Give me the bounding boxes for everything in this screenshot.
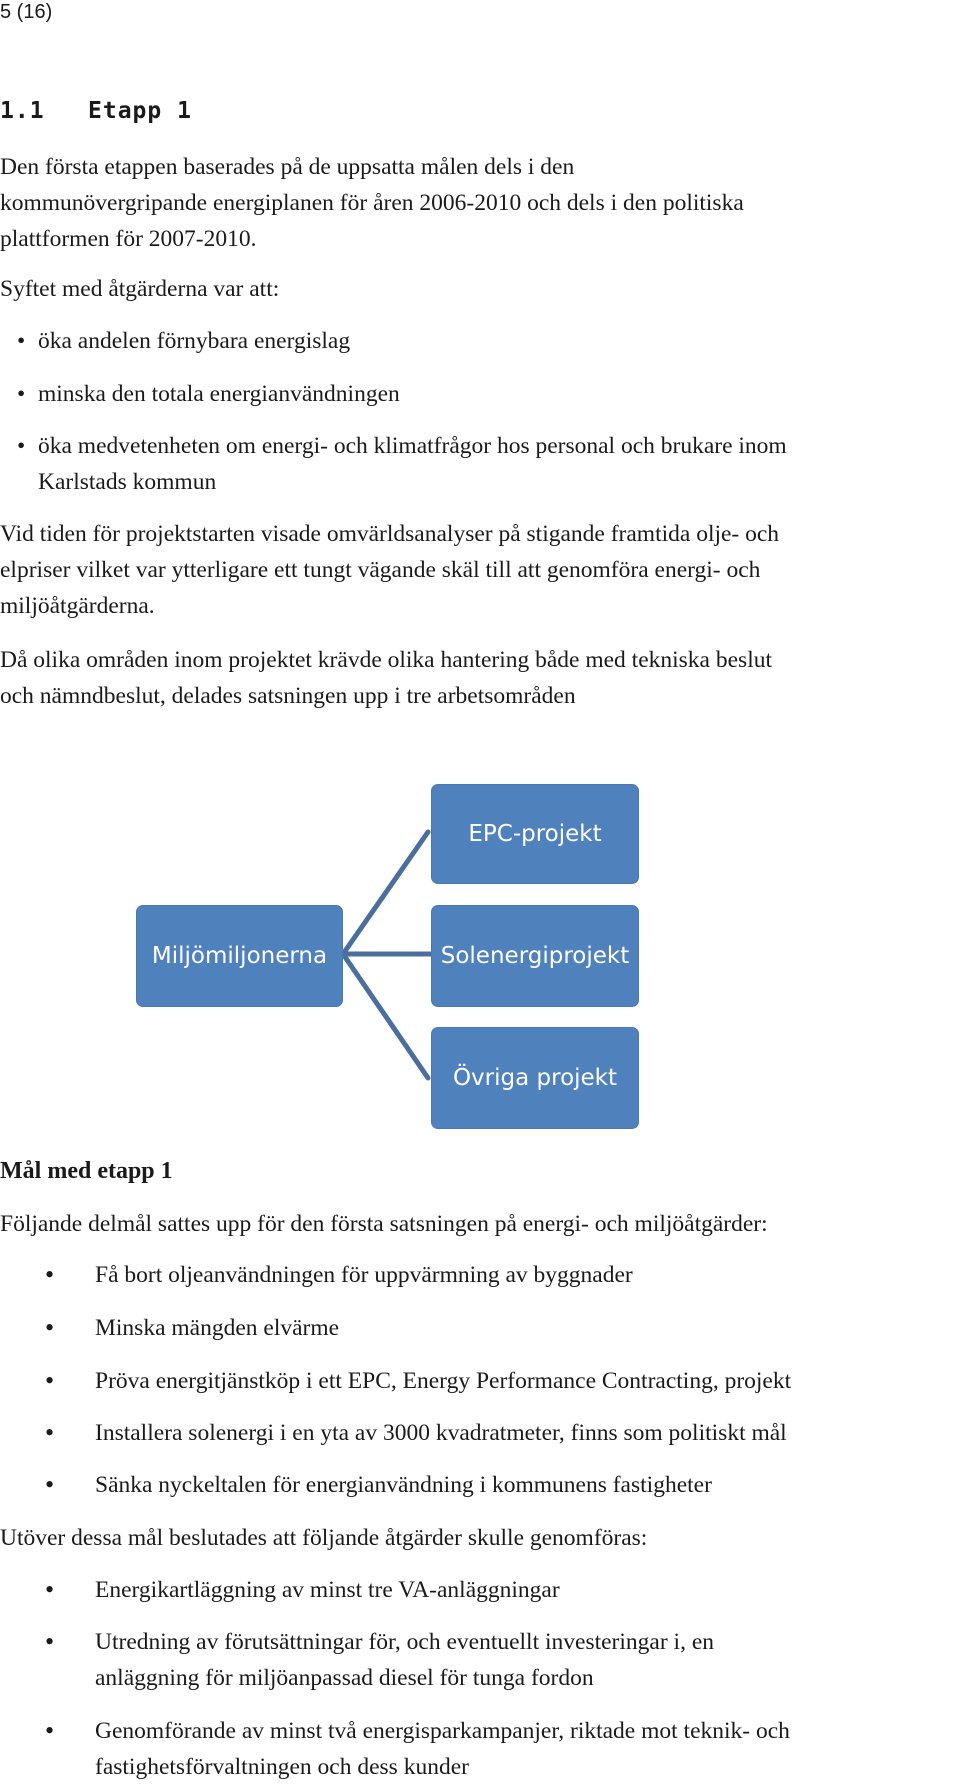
goals-intro: Följande delmål sattes upp för den första satsningen på energi- och miljöåtgärder: [0, 1211, 768, 1237]
diagram-child-box: Övriga projekt [432, 1028, 638, 1128]
text-line: miljöåtgärderna. [0, 593, 155, 619]
bullet-icon: • [45, 1627, 55, 1656]
text-line: fastighetsförvaltningen och dess kunder [95, 1754, 469, 1780]
text-line: Då olika områden inom projektet krävde olika hantering både med tekniska beslut [0, 647, 773, 673]
org-diagram [0, 760, 960, 1140]
extra-intro: Utöver dessa mål beslutades att följande åtgärder skulle genomföras: [0, 1525, 648, 1551]
bullet-icon: • [45, 1313, 55, 1342]
context-paragraph [0, 516, 960, 624]
text-line: och nämndbeslut, delades satsningen upp i tre arbetsområden [0, 683, 576, 709]
text-line: Karlstads kommun [38, 469, 217, 495]
text-line: minska den totala energianvändningen [38, 381, 400, 407]
text-line: Få bort oljeanvändningen för uppvärmning av byggnader [95, 1262, 633, 1288]
text-line: öka andelen förnybara energislag [38, 328, 351, 354]
text-line: Minska mängden elvärme [95, 1315, 340, 1341]
connector-line [343, 954, 428, 1078]
text-line: Energikartläggning av minst tre VA-anläggningar [95, 1577, 560, 1603]
section-number: 1.1 [0, 98, 45, 124]
bullet-icon: • [17, 433, 26, 459]
text-line: Vid tiden för projektstarten visade omvärldsanalyser på stigande framtida olje- och [0, 521, 780, 547]
bullet-icon: • [45, 1260, 55, 1289]
text-line: plattformen för 2007-2010. [0, 226, 257, 252]
split-paragraph [0, 642, 960, 714]
text-line: Sänka nyckeltalen för energianvändning i kommunens fastigheter [95, 1472, 712, 1498]
bullet-icon: • [45, 1418, 55, 1447]
text-line: Installera solenergi i en yta av 3000 kvadratmeter, finns som politiskt mål [95, 1420, 787, 1446]
purpose-intro: Syftet med åtgärderna var att: [0, 276, 280, 302]
page-number: 5 (16) [0, 1, 53, 23]
connector-line [343, 832, 428, 954]
bullet-icon: • [45, 1366, 55, 1395]
bullet-icon: • [17, 328, 26, 354]
bullet-icon: • [45, 1470, 55, 1499]
text-line: anläggning för miljöanpassad diesel för tunga fordon [95, 1665, 594, 1691]
bullet-icon: • [45, 1575, 55, 1604]
intro-paragraph [0, 149, 960, 257]
text-line: Den första etappen baserades på de uppsatta målen dels i den [0, 154, 575, 180]
text-line: Utredning av förutsättningar för, och eventuellt investeringar i, en [95, 1629, 714, 1655]
section-title: Etapp 1 [88, 98, 192, 124]
text-line: elpriser vilket var ytterligare ett tungt vägande skäl till att genomföra energi- och [0, 557, 761, 583]
text-line: Pröva energitjänstköp i ett EPC, Energy Performance Contracting, projekt [95, 1368, 792, 1394]
goals-heading: Mål med etapp 1 [0, 1158, 173, 1184]
diagram-child-box: Solenergiprojekt [432, 906, 638, 1006]
diagram-child-box: EPC-projekt [432, 785, 638, 883]
bullet-icon: • [17, 381, 26, 407]
section-heading [0, 97, 192, 125]
bullet-icon: • [45, 1716, 55, 1745]
text-line: öka medvetenheten om energi- och klimatfrågor hos personal och brukare inom [38, 433, 787, 459]
text-line: Genomförande av minst två energisparkampanjer, riktade mot teknik- och [95, 1718, 790, 1744]
text-line: kommunövergripande energiplanen för åren 2006-2010 och dels i den politiska [0, 190, 744, 216]
diagram-root-box: Miljömiljonerna [137, 906, 342, 1006]
